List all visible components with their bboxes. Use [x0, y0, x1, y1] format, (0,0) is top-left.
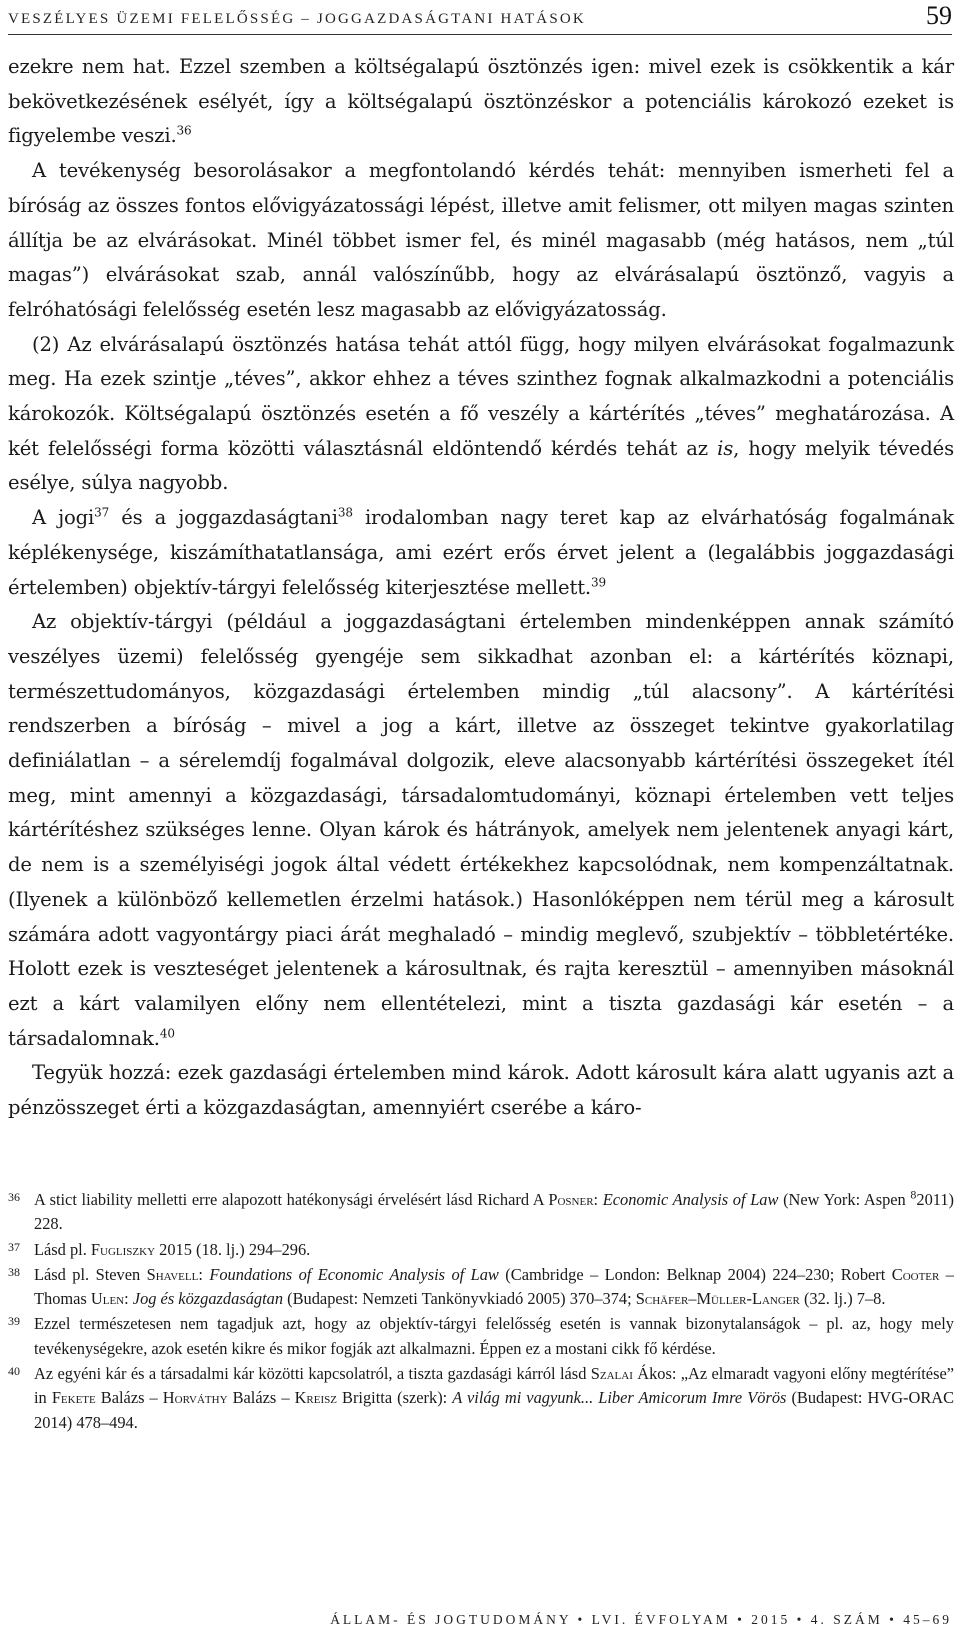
footnote-segment: (Budapest: Nemzeti Tankönyvkiadó 2005) 370–374;	[283, 1289, 636, 1309]
footnote-ref-39[interactable]: 39	[591, 575, 606, 590]
footnote-number: 38	[8, 1264, 20, 1279]
paragraph-1	[8, 50, 954, 154]
footnote-number: 40	[8, 1364, 20, 1379]
author-name: Fugliszky	[90, 1239, 156, 1259]
work-title: Foundations of Economic Analysis of Law	[209, 1264, 499, 1284]
journal-footer: ÁLLAM- ÉS JOGTUDOMÁNY • LVI. ÉVFOLYAM • 2015 • 4. SZÁM • 45–69	[330, 1612, 952, 1627]
author-name: Ulen	[90, 1289, 125, 1309]
author-name: Horváthy	[162, 1388, 228, 1408]
footnote-segment: :	[124, 1289, 133, 1309]
footnote-38	[8, 1263, 954, 1312]
work-title: Jog és közgazdaságtan	[132, 1289, 284, 1309]
footnote-39	[8, 1312, 954, 1361]
footnote-segment: (Budapest: HVG-ORAC 2014) 478–494.	[34, 1388, 955, 1432]
footnote-ref-38[interactable]: 38	[337, 505, 353, 520]
footnote-segment: Lásd pl.	[34, 1239, 91, 1259]
footnote-segment: Brigitta (szerk):	[336, 1388, 453, 1408]
paragraph-4-text-a: A jogi	[32, 506, 95, 530]
footnote-segment: A stict liability melletti erre alapozott hatékonysági érvelésért lásd Richard A	[34, 1190, 549, 1209]
author-name: Schäfer–Müller-Langer	[635, 1289, 800, 1309]
footnote-segment: Ákos: „Az elmaradt vagyoni előny megtérítése” in	[34, 1364, 955, 1408]
paragraph-1-text: ezekre nem hat. Ezzel szemben a költségalapú ösztönzés igen: mivel ezek is csökkentik a kár bekövetkezésének esélyét, így a költségalapú ösztönzéskor a potenciális károkozó ezeket is figyelembe veszi.	[8, 55, 954, 148]
paragraph-2-text: A tevékenység besorolásakor a megfontolandó kérdés tehát: mennyiben ismerheti fel a bíróság az összes fontos elővigyázatossági lépést, illetve amit felismer, ott milyen magas szinten állítja be az elvárásokat. Minél többet ismer fel, és minél magasabb (még hatásos, nem „túl magas”) elvárásokat szab, annál valószínűbb, hogy az elvárásalapú ösztönző, vagyis a felróhatósági felelősség esetén lesz magasabb az elővigyázatosság.	[8, 159, 954, 321]
paragraph-3	[8, 328, 954, 502]
paragraph-5-text: Az objektív-tárgyi (például a joggazdaságtani értelemben mindenképpen annak számító veszélyes üzemi) felelősség gyengéje sem sikkadhat azonban el: a kártérítés köznapi, természettudományos, közgazdasági értelemben mindig „túl alacsony”. A kártérítési rendszerben a bíróság – mivel a jog a kárt, illetve az összeget tekintve gyakorlatilag definiálatlan – a sérelemdíj fogalmával dolgozik, eleve alacsonyabb kártérítési összegeket ítél meg, mint amennyi a közgazdasági, társadalomtudományi, köznapi értelemben vett teljes kártérítéshez szükséges lenne. Olyan károk és hátrányok, amelyek nem jelentenek anyagi kárt, de nem is a személyiségi jogok által védett értékekhez kapcsolódnak, nem kompenzáltatnak. (Ilyenek a különböző kellemetlen érzelmi hatások.) Hasonlóképpen nem térül meg a károsult számára adott vagyontárgy piaci árát meghaladó – mindig meglevő, szubjektív – többletértéke. Holott ezek is veszteséget jelentenek a károsultnak, és rajta keresztül – amennyiben másoknál ezt a kárt valamilyen előny nem ellentételezi, mint a tiszta gazdasági kár esetén – a társadalomnak.	[8, 610, 954, 1050]
footnote-segment: Az egyéni kár és a társadalmi kár közötti kapcsolatról, a tiszta gazdasági kárról lásd	[34, 1364, 591, 1384]
footnote-segment: (New York: Aspen	[778, 1190, 911, 1209]
main-text	[8, 50, 954, 1126]
footnote-text	[34, 1362, 954, 1435]
paragraph-3-text-a: (2) Az elvárásalapú ösztönzés hatása tehát attól függ, hogy milyen elvárásokat fogalmazunk meg. Ha ezek szintje „téves”, akkor ehhez a téves szinthez fognak alkalmazkodni a potenciális károkozók. Költségalapú ösztönzés esetén a fő veszély a kártérítés „téves” meghatározása. A két felelősségi forma közötti választásnál eldöntendő kérdés tehát az	[8, 332, 954, 460]
paragraph-3-text-b: , hogy melyik tévedés esélye, súlya nagyobb.	[8, 436, 954, 495]
footnote-text	[34, 1188, 954, 1237]
edition-superscript: 8	[910, 1187, 917, 1202]
footnote-segment: (Cambridge – London: Belknap 2004) 224–230; Robert	[498, 1264, 892, 1284]
footnote-text: Ezzel természetesen nem tagadjuk azt, hogy az objektív-tárgyi felelősség esetén is vannak bizonytalanságok – pl. az, hogy mely tevékenységekre, azok esetén kikre és mikor fogják azt alkalmazni. Éppen ez a mostani cikk fő kérdése.	[34, 1314, 954, 1358]
footnote-segment: Lásd pl. Steven	[34, 1264, 147, 1284]
author-name: Cooter	[891, 1264, 940, 1284]
footnote-segment: :	[593, 1190, 603, 1209]
footnote-40	[8, 1362, 954, 1435]
running-header-title: VESZÉLYES ÜZEMI FELELŐSSÉG – JOGGAZDASÁGTANI HATÁSOK	[8, 11, 586, 27]
footnote-segment: – Thomas	[34, 1264, 955, 1309]
footnote-number: 36	[8, 1190, 20, 1204]
footnote-text	[34, 1238, 954, 1262]
footnote-number: 37	[8, 1239, 20, 1254]
footnote-segment: Balázs –	[227, 1388, 295, 1408]
footnote-segment: (32. lj.) 7–8.	[799, 1289, 886, 1309]
paragraph-6-text: Tegyük hozzá: ezek gazdasági értelemben mind károk. Adott károsult kára alatt ugyanis azt a pénzösszeget érti a közgazdaságtan, amennyiért cserébe a káro-	[8, 1061, 954, 1120]
footnote-number: 39	[8, 1314, 20, 1329]
footnote-37	[8, 1238, 954, 1262]
paragraph-5	[8, 605, 954, 1056]
work-title: A világ mi vagyunk... Liber Amicorum Imre Vörös	[452, 1388, 787, 1408]
author-name: Kreisz	[294, 1388, 337, 1408]
footnote-segment: 2011) 228.	[34, 1190, 955, 1234]
footnote-segment: 2015 (18. lj.) 294–296.	[155, 1239, 311, 1259]
author-name: Szalai	[590, 1364, 633, 1384]
footnote-ref-36[interactable]: 36	[176, 123, 192, 138]
footnotes	[8, 1188, 954, 1436]
author-name: Posner	[548, 1190, 594, 1209]
page-number: 59	[926, 1, 952, 30]
author-name: Fekete	[51, 1388, 96, 1408]
footnote-36	[8, 1188, 954, 1237]
footnote-segment: Balázs –	[95, 1388, 163, 1408]
footnote-segment: :	[198, 1264, 210, 1284]
author-name: Shavell	[146, 1264, 199, 1284]
footnote-ref-37[interactable]: 37	[94, 505, 110, 520]
paragraph-4-text-c: irodalomban nagy teret kap az elvárhatóság fogalmának képlékenysége, kiszámíthatatlansága, ami ezért erős érvet jelent a (legalábbis joggazdasági értelemben) objektív-tárgyi felelősség kiterjesztése mellett.	[8, 506, 954, 599]
footnote-ref-40[interactable]: 40	[159, 1026, 175, 1041]
paragraph-4	[8, 501, 954, 605]
running-header	[8, 0, 952, 35]
paragraph-6	[8, 1056, 954, 1125]
work-title: Economic Analysis of Law	[602, 1190, 779, 1209]
paragraph-2	[8, 154, 954, 328]
paragraph-4-text-b: és a joggazdaságtani	[109, 506, 338, 530]
footnote-text	[34, 1263, 954, 1312]
paragraph-3-emphasis: is	[717, 436, 734, 460]
